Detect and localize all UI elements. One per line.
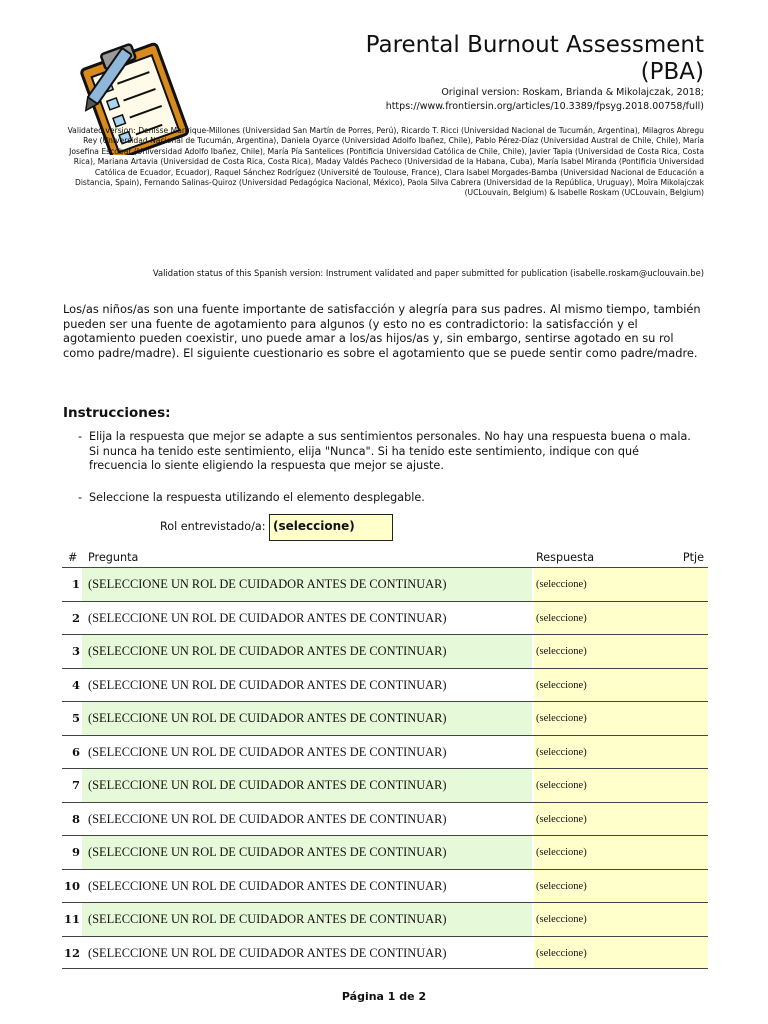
question-cell: [82, 903, 532, 936]
question-text: (SELECCIONE UN ROL DE CUIDADOR ANTES DE CONTINUAR): [88, 811, 447, 826]
header-score: Ptje: [682, 551, 704, 564]
answer-select[interactable]: [534, 903, 708, 936]
question-text: (SELECCIONE UN ROL DE CUIDADOR ANTES DE CONTINUAR): [88, 945, 447, 960]
row-number: 4: [71, 677, 80, 692]
row-number: 7: [71, 778, 80, 792]
answer-value: (seleccione): [536, 746, 587, 758]
answer-value: (seleccione): [536, 612, 587, 624]
question-cell: [82, 870, 532, 903]
row-number: 3: [71, 644, 80, 658]
answer-select[interactable]: [534, 836, 708, 869]
answer-select[interactable]: [534, 870, 708, 903]
instruction-item-1: [78, 430, 698, 474]
table-row: [62, 869, 708, 903]
original-version-line-1: Original version: Roskam, Brianda & Mikolajczak, 2018;: [441, 87, 704, 98]
row-number: 11: [63, 912, 80, 926]
validated-version: Validated version: Denisse Manrique-Millones (Universidad San Martín de Porres, Perú), Ricardo T. Ricci (Universidad Nacional de Tucumán, Argentina), Milagros Abregu Rey (Universidad Nacional de Tucumán, Argentina), Daniela Oyarce (Universidad Adolfo Ibañez, Chile), Pablo Pérez-Díaz (Universidad Austral de Chile, Chile), María Josefina Escobar (Universidad Adolfo Ibañez, Chile), María Pía Santelices (Pontificia Universidad Católica de Chile, Chile), Javier Tapia (Universidad de Costa Rica, Costa Rica), Mariana Artavia (Universidad de Costa Rica, Costa Rica), Maday Valdés Pacheco (Universidad de la Habana, Cuba), María Isabel Miranda (Pontificia Universidad Católica de Ecuador, Ecuador), Raquel Sánchez Rodríguez (Université de Toulouse, France), Clara Isabel Morgades-Bamba (Universidad Nacional de Educación a Distancia, Spain), Fernando Salinas-Quiroz (Universidad Pedagógica Nacional, México), Paola Silva Cabrera (Universidad de la República, Uruguay), Moïra Mikolajczak (UCLouvain, Belgium) & Isabelle Roskam (UCLouvain, Belgium): [67, 126, 704, 198]
table-row: [62, 936, 708, 970]
table-row: [62, 634, 708, 668]
answer-value: (seleccione): [536, 646, 587, 657]
question-text: (SELECCIONE UN ROL DE CUIDADOR ANTES DE CONTINUAR): [88, 778, 447, 792]
answer-value: (seleccione): [536, 679, 587, 691]
row-number: 2: [71, 610, 80, 625]
header-answer: Respuesta: [536, 551, 595, 564]
row-number: 9: [71, 845, 80, 859]
questions-table: [62, 567, 708, 969]
question-text: (SELECCIONE UN ROL DE CUIDADOR ANTES DE CONTINUAR): [88, 845, 447, 859]
answer-select[interactable]: [534, 669, 708, 702]
question-text: (SELECCIONE UN ROL DE CUIDADOR ANTES DE CONTINUAR): [88, 744, 447, 759]
question-cell: [82, 769, 532, 802]
answer-select[interactable]: [534, 702, 708, 735]
question-cell: [82, 602, 532, 635]
question-text: (SELECCIONE UN ROL DE CUIDADOR ANTES DE CONTINUAR): [88, 577, 447, 591]
table-row: [62, 768, 708, 802]
bullet-dash: -: [78, 430, 83, 443]
answer-select[interactable]: [534, 769, 708, 802]
question-text: (SELECCIONE UN ROL DE CUIDADOR ANTES DE CONTINUAR): [88, 912, 447, 926]
question-cell: [82, 669, 532, 702]
page-number: Página 1 de 2: [341, 990, 427, 1003]
table-row: [62, 802, 708, 836]
rol-select[interactable]: (seleccione): [269, 514, 393, 541]
answer-select[interactable]: [534, 568, 708, 601]
rol-label: Rol entrevistado/a:: [160, 520, 266, 533]
answer-value: (seleccione): [536, 947, 587, 959]
validation-status: Validation status of this Spanish version: Instrument validated and paper submitted for publication (isabelle.roskam@uclouvain.be): [152, 268, 704, 278]
table-row: [62, 601, 708, 635]
question-cell: [82, 736, 532, 769]
intro-paragraph: Los/as niños/as son una fuente importante de satisfacción y alegría para sus padres. Al mismo tiempo, también pueden ser una fuente de agotamiento para algunos (y esto no es contradictorio: la satisfacción y el agotamiento pueden coexistir, uno puede amar a los/as hijos/as y, sin embargo, sentirse agotado en su rol como padre/madre). El siguiente cuestionario es sobre el agotamiento que se puede sentir como padre/madre.: [63, 302, 701, 360]
answer-select[interactable]: [534, 602, 708, 635]
table-row: [62, 668, 708, 702]
answer-value: (seleccione): [536, 713, 587, 724]
question-cell: [82, 702, 532, 735]
instructions-heading: Instrucciones:: [63, 405, 171, 421]
question-text: (SELECCIONE UN ROL DE CUIDADOR ANTES DE CONTINUAR): [88, 878, 447, 893]
question-text: (SELECCIONE UN ROL DE CUIDADOR ANTES DE CONTINUAR): [88, 677, 447, 692]
row-number: 5: [71, 711, 80, 725]
answer-value: (seleccione): [536, 880, 587, 892]
row-number: 6: [71, 744, 80, 759]
table-row: [62, 567, 708, 601]
table-row: [62, 735, 708, 769]
answer-select[interactable]: [534, 803, 708, 836]
question-text: (SELECCIONE UN ROL DE CUIDADOR ANTES DE CONTINUAR): [88, 644, 447, 658]
table-row: [62, 902, 708, 936]
question-cell: [82, 568, 532, 601]
answer-select[interactable]: [534, 635, 708, 668]
document-title: [304, 32, 704, 86]
header-question: Pregunta: [88, 551, 139, 564]
answer-value: (seleccione): [536, 914, 587, 925]
question-cell: [82, 803, 532, 836]
answer-value: (seleccione): [536, 813, 587, 825]
question-cell: [82, 836, 532, 869]
row-number: 12: [63, 945, 80, 960]
question-cell: [82, 635, 532, 668]
bullet-dash: -: [78, 491, 83, 504]
table-row: [62, 701, 708, 735]
title-line-2: (PBA): [640, 59, 704, 85]
answer-value: (seleccione): [536, 847, 587, 858]
answer-value: (seleccione): [536, 579, 587, 590]
header-num: #: [68, 551, 78, 564]
question-text: (SELECCIONE UN ROL DE CUIDADOR ANTES DE CONTINUAR): [88, 610, 447, 625]
row-number: 8: [71, 811, 80, 826]
answer-value: (seleccione): [536, 780, 587, 791]
question-text: (SELECCIONE UN ROL DE CUIDADOR ANTES DE CONTINUAR): [88, 711, 447, 725]
original-version: [284, 86, 704, 114]
original-version-line-2: https://www.frontiersin.org/articles/10.3389/fpsyg.2018.00758/full): [385, 101, 704, 112]
answer-select[interactable]: [534, 937, 708, 969]
row-number: 10: [63, 878, 80, 893]
instruction-text-1: Elija la respuesta que mejor se adapte a sus sentimientos personales. No hay una respuesta buena o mala. Si nunca ha tenido este sentimiento, elija "Nunca". Si ha tenido este sentimiento, indique con qué frecuencia lo siente eligiendo la respuesta que mejor se ajuste.: [89, 430, 691, 473]
instruction-item-2: [78, 491, 698, 506]
table-row: [62, 835, 708, 869]
title-line-1: Parental Burnout Assessment: [365, 32, 704, 58]
question-cell: [82, 937, 532, 969]
answer-select[interactable]: [534, 736, 708, 769]
instruction-text-2: Seleccione la respuesta utilizando el elemento desplegable.: [89, 491, 425, 504]
row-number: 1: [71, 577, 80, 591]
